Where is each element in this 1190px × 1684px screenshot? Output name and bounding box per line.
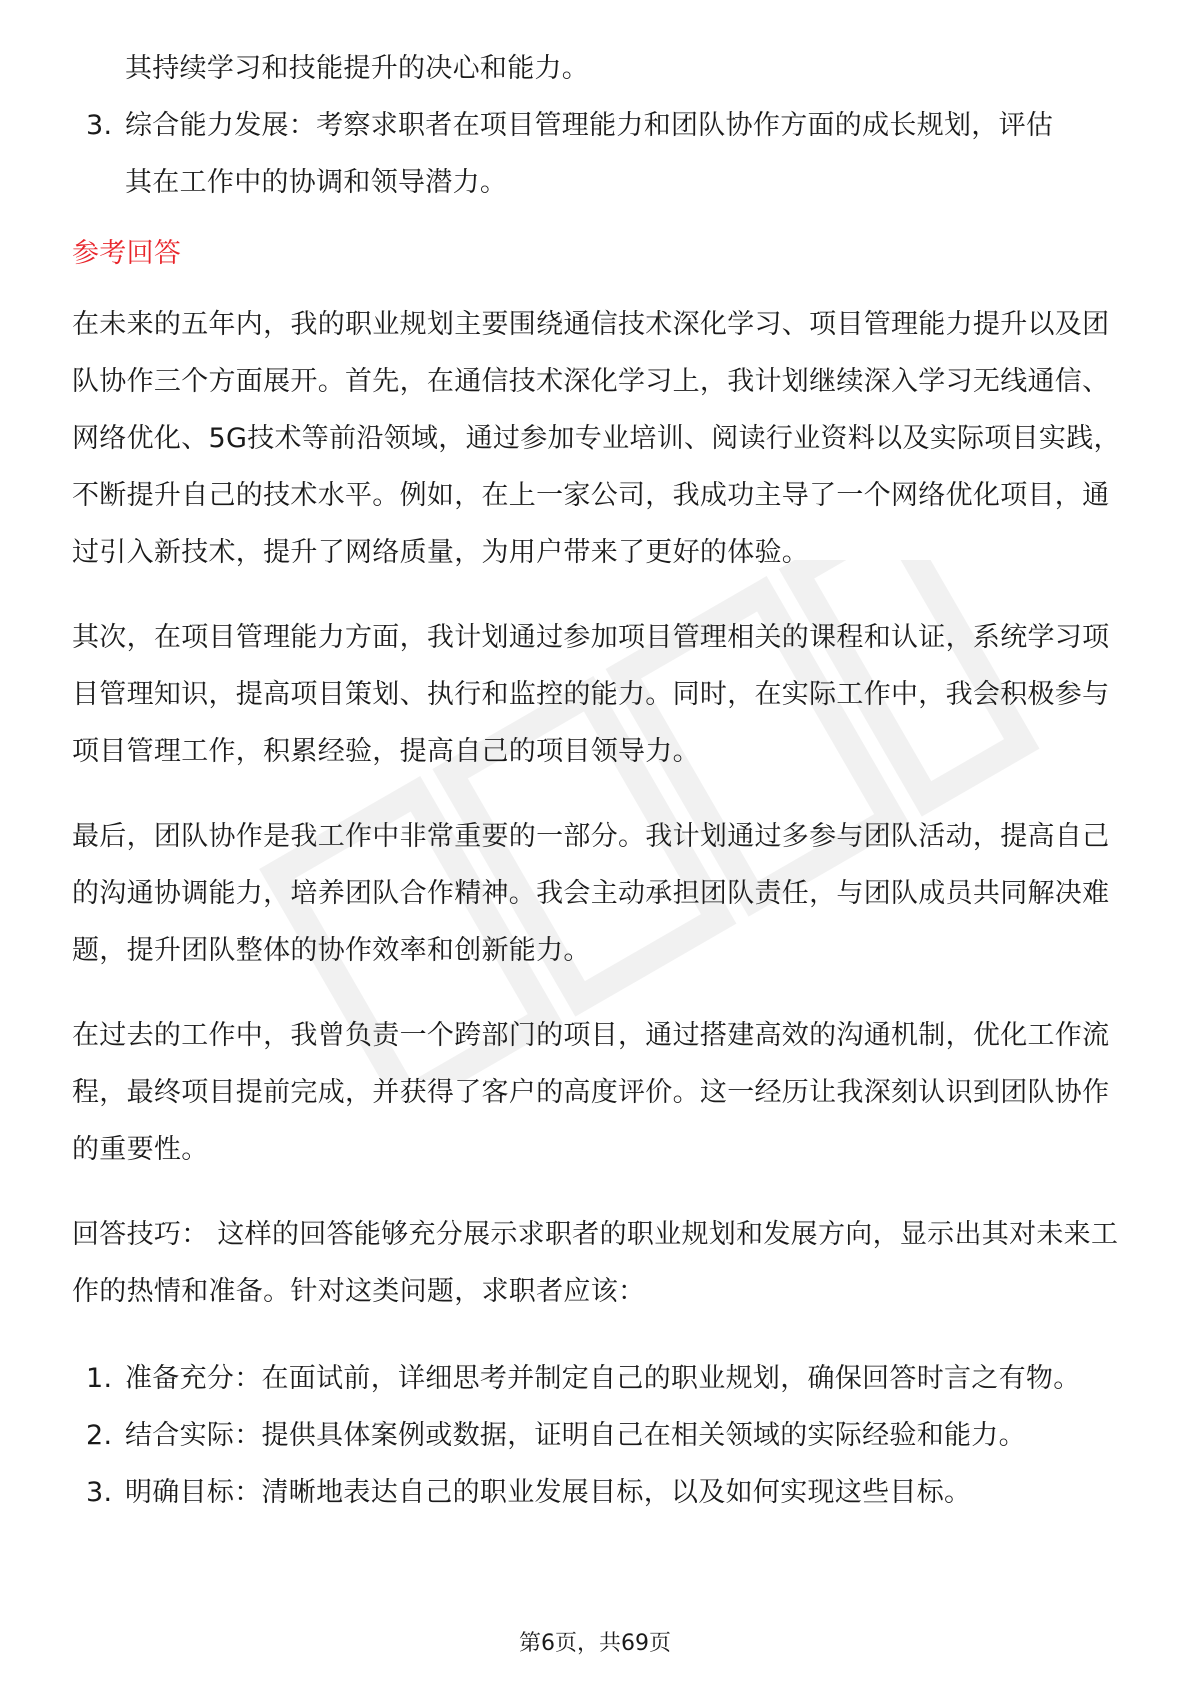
list-number: 1. bbox=[86, 1363, 113, 1394]
list-text: 明确目标：清晰地表达自己的职业发展目标，以及如何实现这些目标。 bbox=[125, 1477, 972, 1508]
answer-paragraph: 在未来的五年内，我的职业规划主要围绕通信技术深化学习、项目管理能力提升以及团队协作三个方面展开。首先，在通信技术深化学习上，我计划继续深入学习无线通信、网络优化、5G技术等前沿领域，通过参加专业培训、阅读行业资料以及实际项目实践，不断提升自己的技术水平。例如，在上一家公司，我成功主导了一个网络优化项目，通过引入新技术，提升了网络质量，为用户带来了更好的体验。 bbox=[72, 309, 1121, 568]
list-number: 2. bbox=[86, 1420, 113, 1451]
list-item bbox=[72, 1464, 1130, 1521]
list-item bbox=[72, 1407, 1130, 1464]
answer-tips-paragraph: 回答技巧： 这样的回答能够充分展示求职者的职业规划和发展方向，显示出其对未来工作的热情和准备。针对这类问题，求职者应该： bbox=[72, 1219, 1119, 1307]
assessment-list bbox=[72, 97, 1130, 211]
document-body bbox=[72, 40, 1130, 1521]
list-number: 3. bbox=[86, 110, 113, 141]
answer-paragraph: 最后，团队协作是我工作中非常重要的一部分。我计划通过多参与团队活动，提高自己的沟通协调能力，培养团队合作精神。我会主动承担团队责任，与团队成员共同解决难题，提升团队整体的协作效率和创新能力。 bbox=[72, 821, 1110, 966]
list-text: 结合实际：提供具体案例或数据，证明自己在相关领域的实际经验和能力。 bbox=[125, 1420, 1026, 1451]
list-text-line: 其在工作中的协调和领导潜力。 bbox=[125, 167, 508, 198]
list-item bbox=[72, 97, 1130, 211]
page-footer: 第6页，共69页 bbox=[519, 1631, 671, 1656]
list-text: 准备充分：在面试前，详细思考并制定自己的职业规划，确保回答时言之有物。 bbox=[125, 1363, 1081, 1394]
intro-continuation: 其持续学习和技能提升的决心和能力。 bbox=[125, 53, 590, 84]
list-item bbox=[72, 1350, 1130, 1407]
answer-paragraph: 其次，在项目管理能力方面，我计划通过参加项目管理相关的课程和认证，系统学习项目管理知识，提高项目策划、执行和监控的能力。同时，在实际工作中，我会积极参与项目管理工作，积累经验，提高自己的项目领导力。 bbox=[72, 622, 1110, 767]
list-text-line: 综合能力发展：考察求职者在项目管理能力和团队协作方面的成长规划，评估 bbox=[125, 110, 1054, 141]
tips-list bbox=[72, 1350, 1130, 1521]
answer-paragraph: 在过去的工作中，我曾负责一个跨部门的项目，通过搭建高效的沟通机制，优化工作流程，最终项目提前完成，并获得了客户的高度评价。这一经历让我深刻认识到团队协作的重要性。 bbox=[72, 1020, 1110, 1165]
list-number: 3. bbox=[86, 1477, 113, 1508]
reference-answer-heading: 参考回答 bbox=[72, 238, 182, 269]
